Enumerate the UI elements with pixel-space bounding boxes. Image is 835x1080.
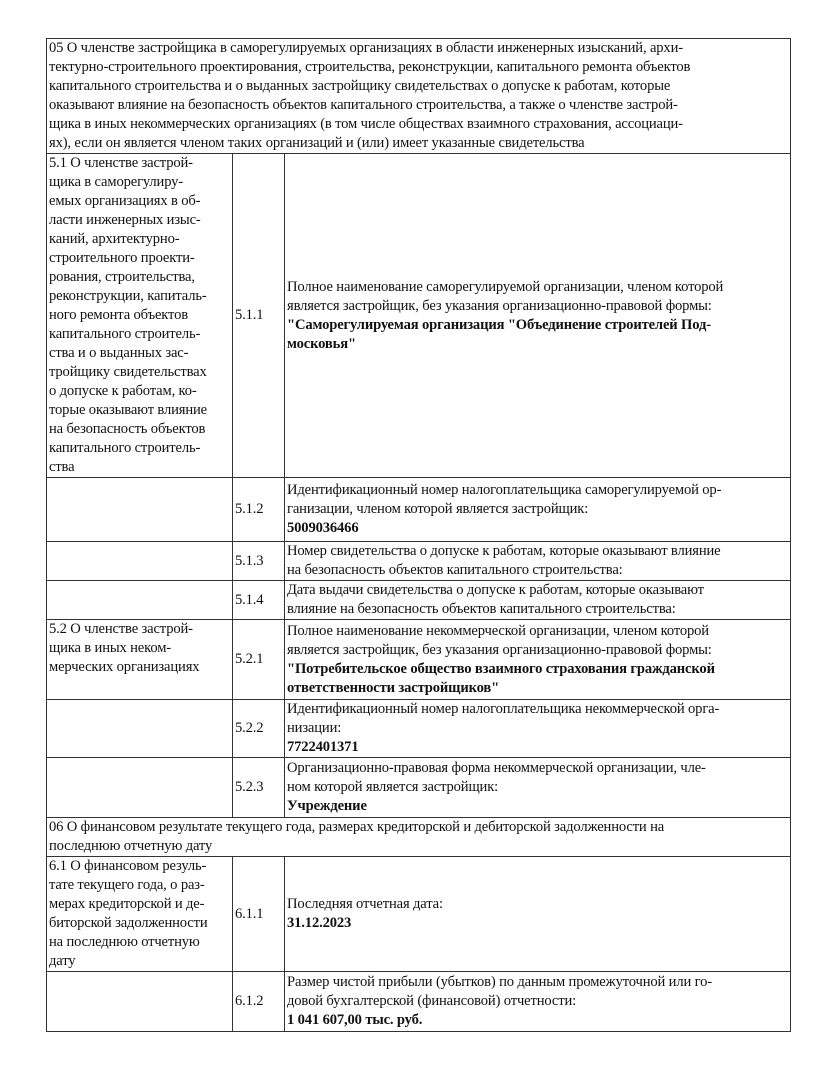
item-code: 5.2.1 (233, 620, 285, 700)
item-code: 5.2.2 (233, 700, 285, 758)
text-line: Размер чистой прибыли (убытков) по данным промежуточной или го- (287, 974, 712, 990)
text-line: капитального строитель- (49, 326, 201, 342)
group-title (47, 972, 233, 1032)
text-line: капитального строительства и о выданных застройщику свидетельствах о допуске к работам, которые (49, 78, 671, 94)
item-code: 5.1.2 (233, 478, 285, 542)
text-line: щика в иных некоммерческих организациях (в том числе обществах взаимного страхования, ассоциаци- (49, 116, 683, 132)
text-line: влияние на безопасность объектов капитального строительства: (287, 601, 676, 617)
table-row (47, 542, 791, 581)
item-description (285, 154, 791, 478)
group-title (47, 857, 233, 972)
item-description (285, 758, 791, 818)
text-line: 6.1 О финансовом резуль- (49, 858, 207, 874)
text-line: ласти инженерных изыс- (49, 212, 201, 228)
section-header-row (47, 39, 791, 154)
text-line: дату (49, 953, 76, 969)
item-description (285, 972, 791, 1032)
item-description (285, 581, 791, 620)
text-line: довой бухгалтерской (финансовой) отчетности: (287, 993, 577, 1009)
section-title (47, 39, 791, 154)
text-line: реконструкции, капиталь- (49, 288, 207, 304)
group-title (47, 154, 233, 478)
field-value-line: 5009036466 (287, 520, 359, 536)
text-line: Последняя отчетная дата: (287, 896, 443, 912)
text-line: тройщику свидетельствах (49, 364, 207, 380)
table-row (47, 700, 791, 758)
item-code: 6.1.1 (233, 857, 285, 972)
field-value-line: Учреждение (287, 798, 367, 814)
item-description (285, 478, 791, 542)
field-value-line: "Саморегулируемая организация "Объединение строителей Под- (287, 316, 711, 333)
text-line: тектурно-строительного проектирования, строительства, реконструкции, капитального ремонта объектов (49, 59, 691, 75)
text-line: оказывают влияние на безопасность объектов капитального строительства, а также о членстве застрой- (49, 97, 678, 113)
text-line: на безопасность объектов капитального строительства: (287, 562, 623, 578)
text-line: биторской задолженности (49, 915, 208, 931)
text-line: Номер свидетельства о допуске к работам, которые оказывают влияние (287, 543, 721, 559)
text-line: строительного проекти- (49, 250, 195, 266)
item-description (285, 542, 791, 581)
text-line: ях), если он является членом таких организаций и (или) имеет указанные свидетельства (49, 135, 585, 151)
table-row (47, 972, 791, 1032)
text-line: каний, архитектурно- (49, 231, 180, 247)
text-line: на последнюю отчетную (49, 934, 200, 950)
text-line: капитального строитель- (49, 440, 201, 456)
text-line: ства (49, 459, 75, 475)
field-value-line: ответственности застройщиков" (287, 679, 500, 696)
item-description (285, 620, 791, 700)
item-description (285, 700, 791, 758)
text-line: щика в иных неком- (49, 640, 172, 656)
text-line: ном которой является застройщик: (287, 779, 499, 795)
text-line: Идентификационный номер налогоплательщика некоммерческой орга- (287, 701, 720, 717)
section-title (47, 818, 791, 857)
group-title (47, 581, 233, 620)
text-line: о допуске к работам, ко- (49, 383, 197, 399)
table-row (47, 154, 791, 478)
disclosure-table (46, 38, 791, 1032)
text-line: Организационно-правовая форма некоммерческой организации, чле- (287, 760, 706, 776)
text-line: Полное наименование саморегулируемой организации, членом которой (287, 278, 724, 295)
field-value-line: 7722401371 (287, 739, 359, 755)
text-line: емых организациях в об- (49, 193, 201, 209)
field-value-line: московья" (287, 335, 356, 352)
text-line: 06 О финансовом результате текущего года, размерах кредиторской и дебиторской задолженности на (49, 819, 665, 835)
text-line: Дата выдачи свидетельства о допуске к работам, которые оказывают (287, 582, 704, 598)
text-line: низации: (287, 720, 342, 736)
text-line: 5.2 О членстве застрой- (49, 621, 193, 637)
group-title (47, 478, 233, 542)
field-value-line: "Потребительское общество взаимного страхования гражданской (287, 660, 715, 677)
text-line: ного ремонта объектов (49, 307, 188, 323)
item-code: 5.2.3 (233, 758, 285, 818)
group-title (47, 700, 233, 758)
text-line: тате текущего года, о раз- (49, 877, 205, 893)
text-line: ства и о выданных зас- (49, 345, 189, 361)
text-line: мерах кредиторской и де- (49, 896, 205, 912)
item-code: 5.1.1 (233, 154, 285, 478)
text-line: Идентификационный номер налогоплательщика саморегулируемой ор- (287, 482, 722, 498)
item-code: 6.1.2 (233, 972, 285, 1032)
table-row (47, 758, 791, 818)
group-title (47, 542, 233, 581)
text-line: последнюю отчетную дату (49, 838, 213, 854)
text-line: на безопасность объектов (49, 421, 206, 437)
text-line: мерческих организациях (49, 659, 200, 675)
table-row (47, 857, 791, 972)
text-line: щика в саморегулиру- (49, 174, 184, 190)
table-row (47, 478, 791, 542)
group-title (47, 620, 233, 700)
group-title (47, 758, 233, 818)
text-line: рования, строительства, (49, 269, 195, 285)
text-line: является застройщик, без указания организационно-правовой формы: (287, 641, 712, 658)
table-row (47, 581, 791, 620)
item-description (285, 857, 791, 972)
item-code: 5.1.4 (233, 581, 285, 620)
field-value-line: 31.12.2023 (287, 915, 352, 931)
item-code: 5.1.3 (233, 542, 285, 581)
text-line: торые оказывают влияние (49, 402, 207, 418)
section-header-row (47, 818, 791, 857)
field-value-line: 1 041 607,00 тыс. руб. (287, 1012, 423, 1028)
text-line: 5.1 О членстве застрой- (49, 155, 193, 171)
table-row (47, 620, 791, 700)
text-line: Полное наименование некоммерческой организации, членом которой (287, 622, 709, 639)
text-line: является застройщик, без указания организационно-правовой формы: (287, 297, 712, 314)
text-line: ганизации, членом которой является застройщик: (287, 501, 589, 517)
text-line: 05 О членстве застройщика в саморегулируемых организациях в области инженерных изысканий, архи- (49, 40, 683, 56)
